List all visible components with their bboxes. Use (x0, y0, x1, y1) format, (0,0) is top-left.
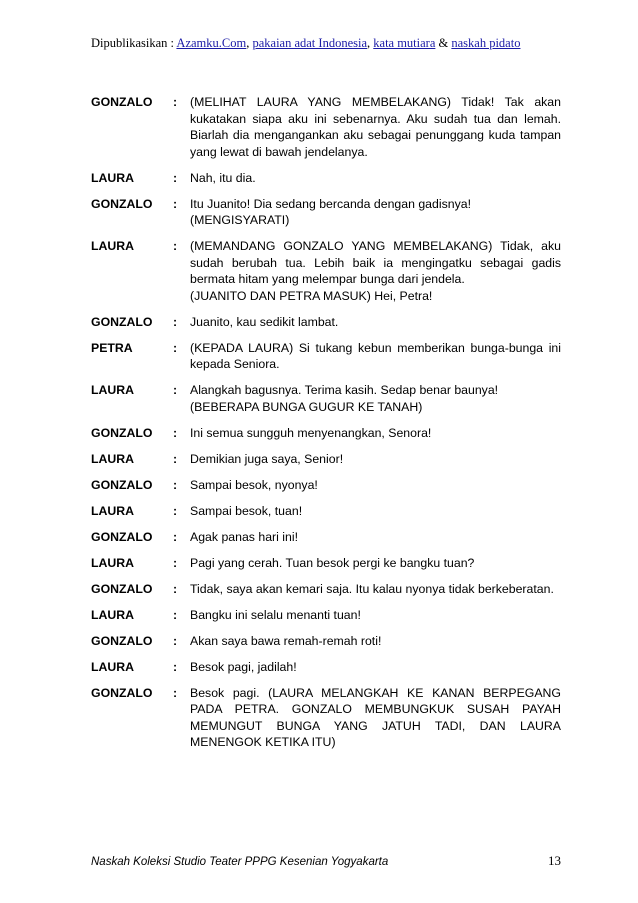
speaker-colon: : (173, 95, 178, 109)
speaker-name: GONZALO (91, 581, 153, 596)
speaker-name: GONZALO (91, 477, 153, 492)
dialogue-row (91, 196, 561, 229)
dialogue-row (91, 238, 561, 304)
dialogue-row (91, 555, 561, 572)
dialogue-row (91, 425, 561, 442)
dialogue-line: Besok pagi, jadilah! (190, 659, 297, 674)
speaker-colon: : (173, 659, 178, 674)
speaker-name: PETRA (91, 340, 133, 355)
header-separator: , (367, 36, 374, 50)
dialogue-row (91, 314, 561, 331)
speaker-name: GONZALO (91, 95, 153, 109)
speaker-name: GONZALO (91, 425, 153, 440)
dialogue-row (91, 659, 561, 676)
header-separator: & (435, 36, 452, 50)
dialogue-row (91, 382, 561, 415)
dialogue-line: Besok pagi. (LAURA MELANGKAH KE KANAN BERPEGANG PADA PETRA. GONZALO MEMBUNGKUK SUSAH PAYAH MEMUNGUT BUNGA YANG JATUH TADI, DAN LAURA MENENGOK KETIKA ITU) (190, 685, 561, 749)
dialogue-line: Sampai besok, tuan! (190, 503, 303, 518)
dialogue-line: Alangkah bagusnya. Terima kasih. Sedap benar baunya! (BEBERAPA BUNGA GUGUR KE TANAH) (190, 383, 499, 414)
speaker-name: GONZALO (91, 529, 153, 544)
speaker-colon: : (173, 633, 178, 648)
speaker-colon: : (173, 529, 178, 544)
speaker-name: LAURA (91, 607, 135, 622)
dialogue-line: Nah, itu dia. (190, 170, 256, 185)
dialogue-line: Ini semua sungguh menyenangkan, Senora! (190, 425, 432, 440)
dialogue-row (91, 581, 561, 598)
dialogue-row (91, 451, 561, 468)
header-separator: , (246, 36, 253, 50)
dialogue-row (91, 607, 561, 624)
dialogue-row (91, 340, 561, 373)
dialogue-line: (KEPADA LAURA) Si tukang kebun memberikan bunga-bunga ini kepada Seniora. (190, 340, 561, 371)
speaker-colon: : (173, 383, 178, 397)
speaker-colon: : (173, 685, 178, 700)
speaker-colon: : (173, 425, 178, 440)
speaker-name: LAURA (91, 503, 135, 518)
speaker-colon: : (173, 451, 178, 466)
header-link-kata-mutiara[interactable]: kata mutiara (373, 36, 436, 50)
dialogue-line: Tidak, saya akan kemari saja. Itu kalau nyonya tidak berkeberatan. (190, 581, 554, 596)
speaker-name: LAURA (91, 555, 135, 570)
dialogue-row (91, 477, 561, 494)
speaker-name: GONZALO (91, 196, 153, 211)
header-prefix: Dipublikasikan : (91, 36, 177, 50)
speaker-name: GONZALO (91, 633, 153, 648)
dialogue-line: (MELIHAT LAURA YANG MEMBELAKANG) Tidak! Tak akan kukatakan siapa aku ini sebenarnya. Aku sudah tua dan lemah. Biarlah dia mengangankan aku sebagai penunggang kuda tampan yang lewat di bawah jendelanya. (190, 95, 561, 159)
page-header (91, 36, 520, 51)
dialogue-row (91, 633, 561, 650)
dialogue-line: Akan saya bawa remah-remah roti! (190, 633, 382, 648)
header-link-pakaian-adat[interactable]: pakaian adat Indonesia (252, 36, 368, 50)
speaker-colon: : (173, 340, 178, 355)
speaker-name: GONZALO (91, 314, 153, 329)
page-footer (91, 853, 561, 869)
speaker-name: LAURA (91, 170, 135, 185)
footer-note: Naskah Koleksi Studio Teater PPPG Kesenian Yogyakarta (91, 856, 389, 868)
speaker-name: LAURA (91, 659, 135, 674)
dialogue-line: Bangku ini selalu menanti tuan! (190, 607, 361, 622)
dialogue-line: Juanito, kau sedikit lambat. (190, 314, 339, 329)
dialogue-line: Demikian juga saya, Senior! (190, 451, 344, 466)
script-dialogue (91, 94, 561, 760)
dialogue-line: Itu Juanito! Dia sedang bercanda dengan gadisnya! (MENGISYARATI) (190, 196, 471, 227)
speaker-colon: : (173, 503, 178, 518)
dialogue-line: Sampai besok, nyonya! (190, 477, 318, 492)
speaker-name: LAURA (91, 451, 135, 466)
speaker-name: LAURA (91, 239, 135, 253)
dialogue-line: Pagi yang cerah. Tuan besok pergi ke bangku tuan? (190, 555, 475, 570)
speaker-colon: : (173, 196, 178, 211)
speaker-colon: : (173, 477, 178, 492)
dialogue-row (91, 170, 561, 187)
header-link-naskah-pidato[interactable]: naskah pidato (451, 36, 521, 50)
dialogue-row (91, 94, 561, 160)
speaker-name: GONZALO (91, 685, 153, 700)
speaker-colon: : (173, 581, 178, 596)
speaker-colon: : (173, 170, 178, 185)
page-number: 13 (548, 853, 561, 868)
header-link-azamku[interactable]: Azamku.Com (176, 36, 247, 50)
dialogue-line: Agak panas hari ini! (190, 529, 299, 544)
dialogue-row (91, 529, 561, 546)
speaker-colon: : (173, 239, 178, 253)
dialogue-line: (MEMANDANG GONZALO YANG MEMBELAKANG) Tidak, aku sudah berubah tua. Lebih baik ia mengingatku sebagai gadis bermata hitam yang melempar bunga dari jendela. (JUANITO DAN PETRA MASUK) Hei, Petra! (190, 239, 561, 303)
dialogue-row (91, 503, 561, 520)
speaker-colon: : (173, 607, 178, 622)
speaker-colon: : (173, 555, 178, 570)
speaker-name: LAURA (91, 383, 135, 397)
speaker-colon: : (173, 314, 178, 329)
dialogue-row (91, 685, 561, 751)
